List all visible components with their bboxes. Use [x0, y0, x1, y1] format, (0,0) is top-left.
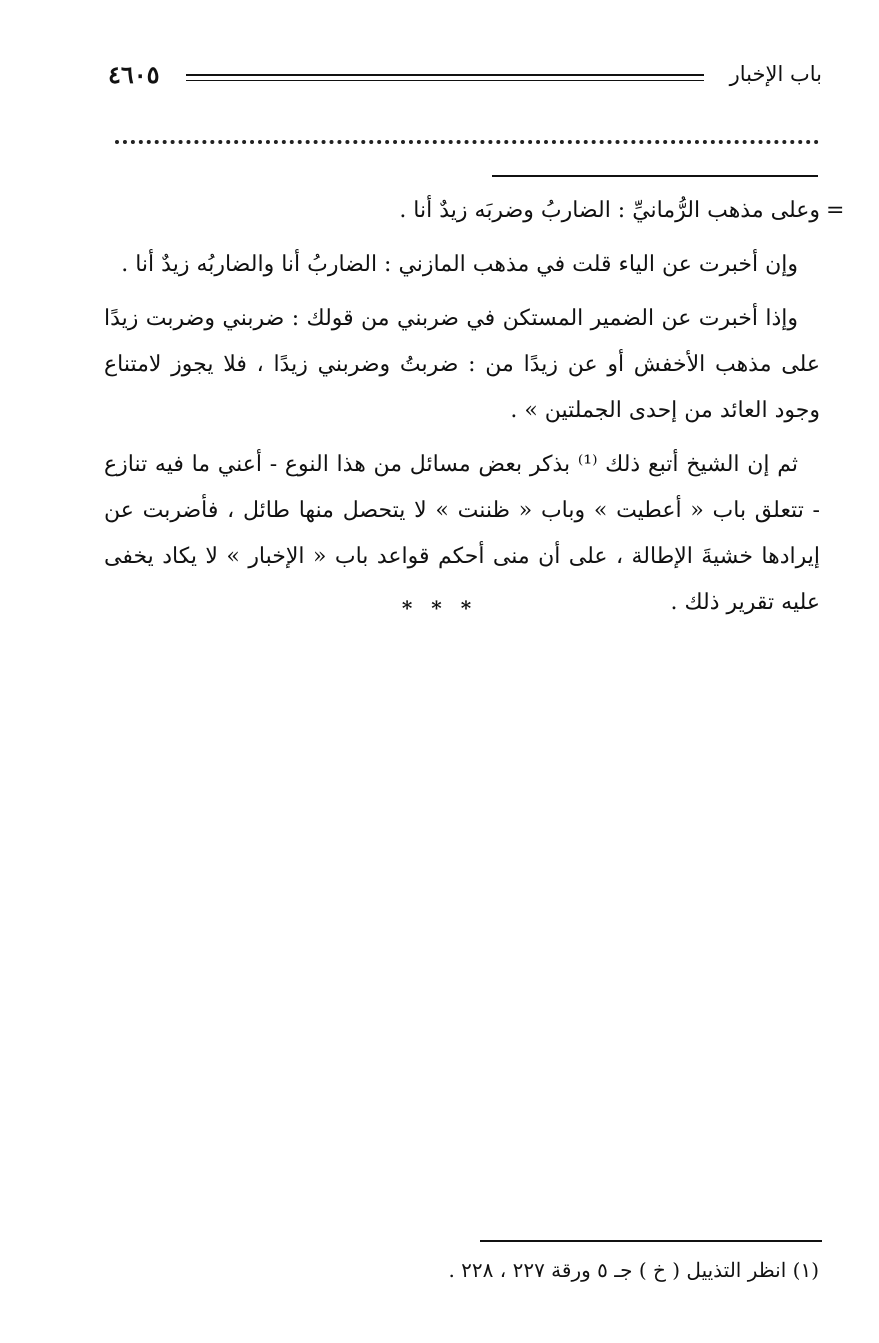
paragraph-2: وإن أخبرت عن الياء قلت في مذهب المازني : الضاربُ أنا والضاربُه زيدٌ أنا .	[121, 252, 798, 277]
running-header	[108, 60, 822, 96]
paragraph-1: وعلى مذهب الرُّمانيِّ : الضاربُ وضربَه زيدٌ أنا .	[399, 198, 820, 223]
continuation-dotted-line	[115, 140, 819, 148]
section-separator: * * *	[401, 596, 478, 620]
page-number: ٤٦٠٥	[108, 60, 160, 89]
body-text	[104, 188, 820, 634]
footnote-1: (١) انظر التذييل ( خ ) جـ ٥ ورقة ٢٢٧ ، ٢٢٨ .	[448, 1258, 819, 1282]
continuation-rule	[492, 175, 818, 177]
header-rule	[186, 74, 704, 81]
paragraph-3: وإذا أخبرت عن الضمير المستكن في ضربني من قولك : ضربني وضربت زيدًا على مذهب الأخفش أو عن زيدًا من : ضربتُ وضربني زيدًا ، فلا يجوز لامتناع وجود العائد من إحدى الجملتين » .	[104, 306, 820, 423]
paragraph-4: ثم إن الشيخ أتبع ذلك ⁽¹⁾ بذكر بعض مسائل من هذا النوع - أعني ما فيه تنازع - تتعلق باب « أعطيت » وباب « ظننت » لا يتحصل منها طائل ، فأضربت عن إيرادها خشيةَ الإطالة ، على أن منى أحكم قواعد باب « الإخبار » لا يكاد يخفى عليه تقرير ذلك .	[104, 452, 820, 615]
footnote-rule	[480, 1240, 822, 1242]
continuation-marker: =	[826, 198, 845, 223]
chapter-title: باب الإخبار	[729, 62, 822, 86]
